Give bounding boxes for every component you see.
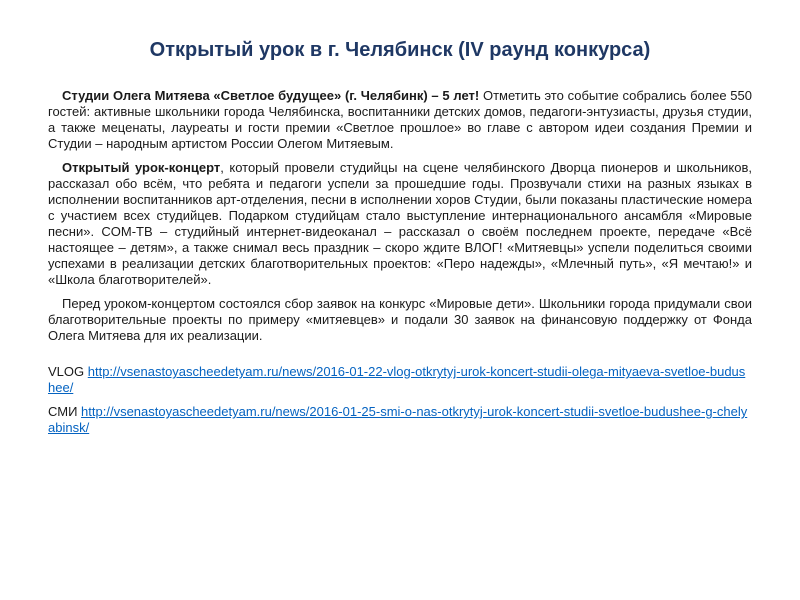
links-section [48,364,752,436]
paragraph-text: Перед уроком-концертом состоялся сбор заявок на конкурс «Мировые дети». Школьники города придумали свои благотворительные проекты по примеру «митяевцев» и подали 30 заявок на финансовую поддержку от Фонда Олега Митяева для их реализации. [48,296,752,343]
article-body [48,88,752,444]
media-link[interactable]: http://vsenastoyascheedetyam.ru/news/2016-01-25-smi-o-nas-otkrytyj-urok-koncert-studii-svetloe-budushee-g-chelyabinsk/ [48,404,748,435]
paragraph-anniversary [48,88,752,152]
link-row-vlog [48,364,752,396]
vlog-link[interactable]: http://vsenastoyascheedetyam.ru/news/2016-01-22-vlog-otkrytyj-urok-koncert-studii-olega-mityaeva-svetloe-budushee/ [48,364,746,395]
paragraph-applications [48,296,752,344]
paragraph-lead: Открытый урок-концерт [62,160,221,175]
paragraph-lead: Студии Олега Митяева «Светлое будущее» (г. Челябинк) – 5 лет! [62,88,480,103]
paragraph-text: Отметить это событие собрались более 550 гостей: активные школьники города Челябинска, воспитанники детских домов, педагоги-энтузиасты, друзья студии, а также меценаты, лауреаты и гости премии «Светлое прошлое» во главе с автором идеи создания Премии и Студии – народным артистом России Олегом Митяевым. [48,88,752,151]
link-label: СМИ [48,404,78,419]
paragraph-concert [48,160,752,288]
link-row-media [48,404,752,436]
page-title: Открытый урок в г. Челябинск (IV раунд конкурса) [149,39,651,61]
link-label: VLOG [48,364,85,379]
paragraph-text: , который провели студийцы на сцене челябинского Дворца пионеров и школьников, рассказал обо всём, что ребята и педагоги успели за прошедшие годы. Прозвучали стихи на разных языках в исполнении воспитанников арт-отделения, песни в исполнении хоров Студии, были показаны пластические номера с участием всех студийцев. Подарком студийцам стало выступление интернационального ансамбля «Мировые песни». COM-TB – студийный интернет-видеоканал – рассказал о своём последнем проекте, передаче «Всё настоящее – детям», а также снимал весь праздник – скоро ждите ВЛОГ! «Митяевцы» успели поделиться своими успехами в реализации детских благотворительных проектов: «Перо надежды», «Млечный путь», «Я мечтаю!» и «Школа благотворителей». [48,160,752,287]
